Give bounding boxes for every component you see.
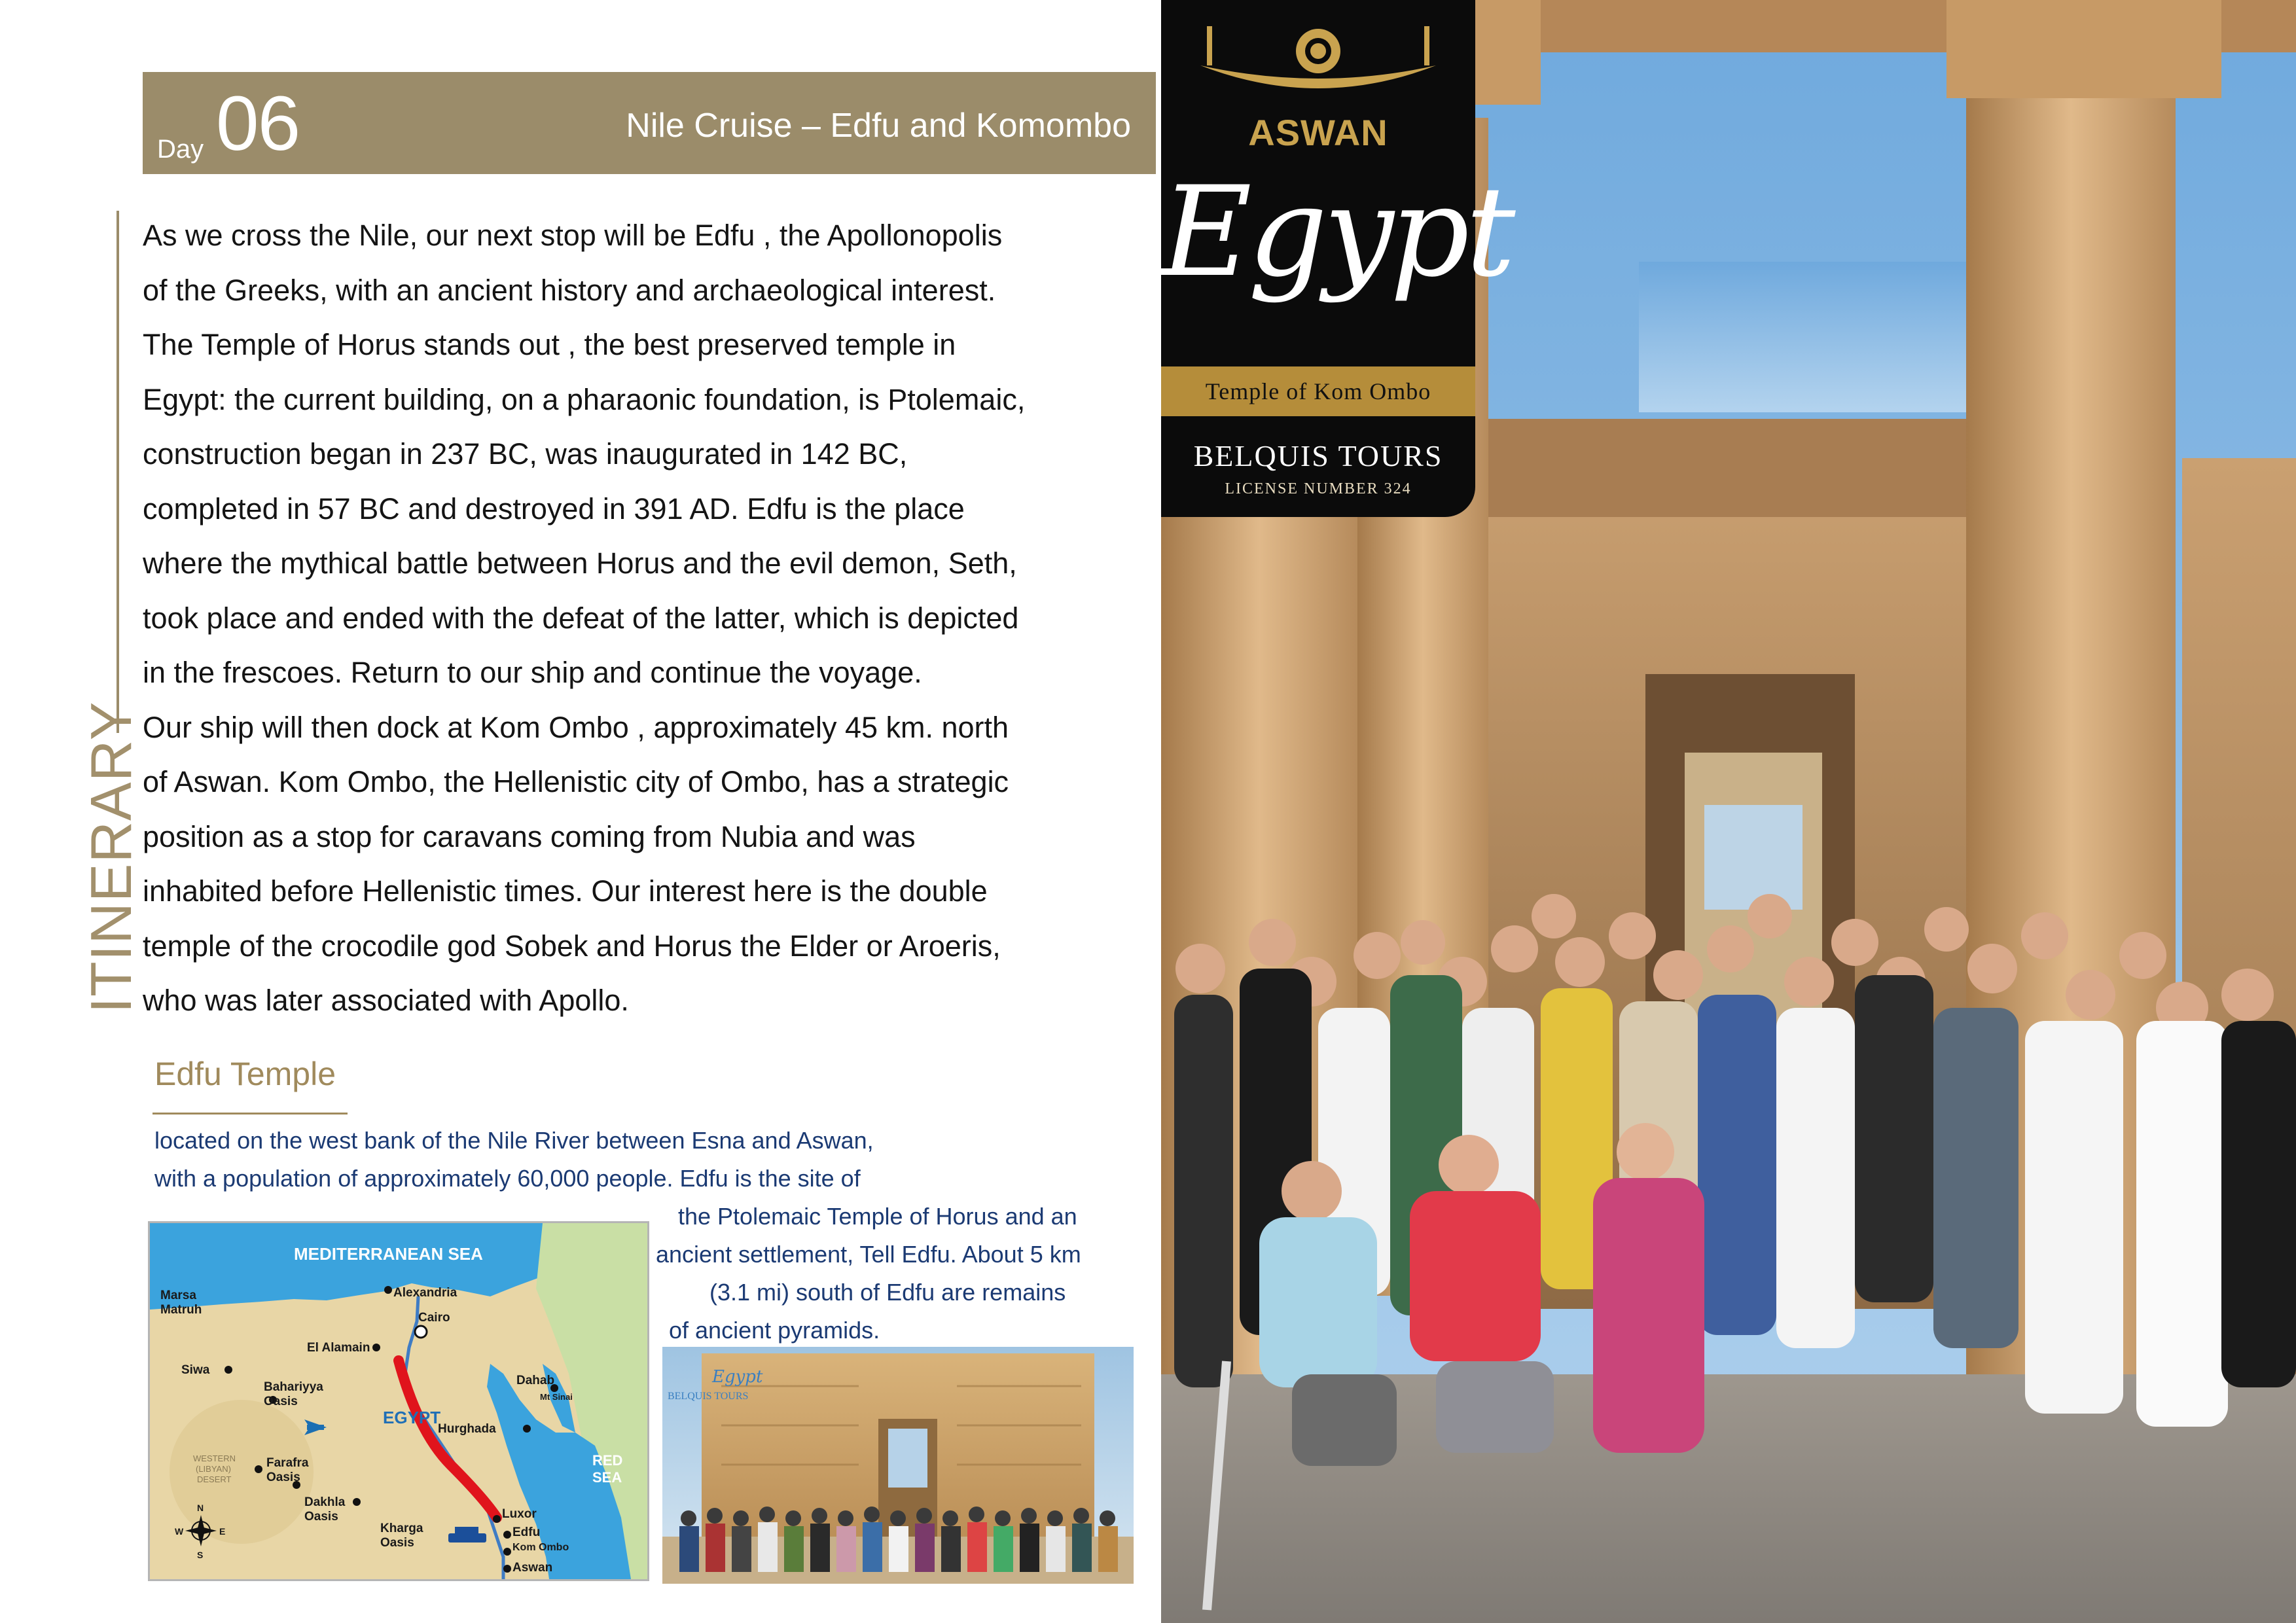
map-place-luxor: Luxor — [502, 1507, 537, 1521]
map-place-bahariyya-oasis: Oasis — [264, 1395, 298, 1408]
day-label: Day — [157, 135, 204, 164]
map-place-kharga: Kharga — [380, 1522, 423, 1535]
map-place-kom-ombo: Kom Ombo — [512, 1542, 569, 1553]
map-place-matruh: Matruh — [160, 1303, 202, 1317]
body-line: of the Greeks, with an ancient history and archaeological interest. — [143, 273, 996, 307]
body-line: of Aswan. Kom Ombo, the Hellenistic city of Ombo, has a strategic — [143, 765, 1009, 798]
edfu-desc-line: (3.1 mi) south of Edfu are remains — [709, 1279, 1066, 1306]
map-place-siwa: Siwa — [181, 1363, 210, 1377]
body-line: construction began in 237 BC, was inaugurated in 142 BC, — [143, 437, 908, 471]
map-place-el-alamain: El Alamain — [307, 1341, 370, 1355]
body-line: took place and ended with the defeat of the latter, which is depicted — [143, 601, 1019, 635]
map-label-sea: SEA — [592, 1469, 622, 1486]
map-place-hurghada: Hurghada — [438, 1422, 496, 1436]
itinerary-body — [143, 208, 1170, 1028]
body-line: Egypt: the current building, on a pharaonic foundation, is Ptolemaic, — [143, 382, 1026, 416]
badge-temple-name: Temple of Kom Ombo — [1205, 378, 1431, 404]
body-line: who was later associated with Apollo. — [143, 984, 629, 1017]
map-place-marsa: Marsa — [160, 1289, 196, 1302]
body-line: temple of the crocodile god Sobek and Horus the Elder or Aroeris, — [143, 929, 1001, 963]
body-line: completed in 57 BC and destroyed in 391 AD. Edfu is the place — [143, 491, 965, 526]
edfu-group-photo — [662, 1347, 1134, 1584]
map-place-dakhla: Dakhla — [304, 1495, 346, 1509]
day-title: Nile Cruise – Edfu and Komombo — [626, 107, 1131, 145]
edfu-desc-line: located on the west bank of the Nile River between Esna and Aswan, — [154, 1127, 874, 1154]
map-label-red: RED — [592, 1452, 623, 1469]
body-line: position as a stop for caravans coming from Nubia and was — [143, 819, 916, 853]
badge-city: ASWAN — [1248, 112, 1388, 153]
map-place-mt-sinai: Mt Sinai — [540, 1392, 573, 1402]
map-label-desert-1: WESTERN — [193, 1454, 236, 1463]
map-place-aswan: Aswan — [512, 1561, 553, 1575]
body-line: Our ship will then dock at Kom Ombo , approximately 45 km. north — [143, 710, 1009, 744]
compass-n: N — [197, 1503, 204, 1513]
map-label-desert-2: (LIBYAN) — [196, 1464, 231, 1474]
map-place-dakhla-oasis: Oasis — [304, 1510, 338, 1524]
badge-license: LICENSE NUMBER 324 — [1225, 480, 1412, 497]
aswan-badge — [1161, 0, 1512, 517]
map-label-desert-3: DESERT — [197, 1474, 232, 1484]
edfu-desc-line: with a population of approximately 60,000 people. Edfu is the site of — [154, 1165, 861, 1192]
map-place-farafra-oasis: Oasis — [266, 1471, 300, 1484]
map-place-farafra: Farafra — [266, 1456, 309, 1470]
body-line: in the frescoes. Return to our ship and continue the voyage. — [143, 656, 922, 689]
body-line: The Temple of Horus stands out , the best preserved temple in — [143, 328, 956, 361]
edfu-section-title: Edfu Temple — [154, 1056, 336, 1092]
body-line: As we cross the Nile, our next stop will be Edfu , the Apollonopolis — [143, 219, 1003, 252]
edfu-desc-line: the Ptolemaic Temple of Horus and an — [678, 1203, 1077, 1230]
small-photo-logo-sub: BELQUIS TOURS — [668, 1391, 749, 1402]
edfu-title-rule — [152, 1113, 348, 1115]
day-header-band — [143, 72, 1156, 174]
compass-w: W — [175, 1526, 184, 1537]
map-place-alexandria: Alexandria — [393, 1286, 457, 1300]
sun-disk-boat-icon — [1187, 20, 1449, 98]
compass-s: S — [197, 1550, 204, 1560]
body-line: inhabited before Hellenistic times. Our interest here is the double — [143, 874, 988, 908]
map-place-kharga-oasis: Oasis — [380, 1536, 414, 1550]
badge-company: BELQUIS TOURS — [1193, 439, 1443, 473]
badge-temple-strip — [1161, 366, 1475, 416]
edfu-desc-line: ancient settlement, Tell Edfu. About 5 km — [656, 1241, 1081, 1268]
badge-logo-word: Egypt — [1161, 160, 1512, 304]
map-place-dahab: Dahab — [516, 1374, 555, 1387]
day-number: 06 — [216, 80, 300, 167]
itinerary-side-label: ITINERARY — [79, 701, 143, 1014]
edfu-desc-line: of ancient pyramids. — [669, 1317, 880, 1344]
map-label-egypt: EGYPT — [383, 1408, 441, 1427]
egypt-route-map — [148, 1221, 649, 1581]
map-place-edfu: Edfu — [512, 1525, 541, 1539]
compass-e: E — [219, 1526, 226, 1537]
map-place-cairo: Cairo — [418, 1311, 450, 1325]
body-line: where the mythical battle between Horus and the evil demon, Seth, — [143, 546, 1017, 580]
map-place-bahariyya: Bahariyya — [264, 1380, 323, 1394]
small-photo-logo: Egypt — [712, 1367, 763, 1387]
map-label-mediterranean: MEDITERRANEAN SEA — [294, 1244, 483, 1264]
